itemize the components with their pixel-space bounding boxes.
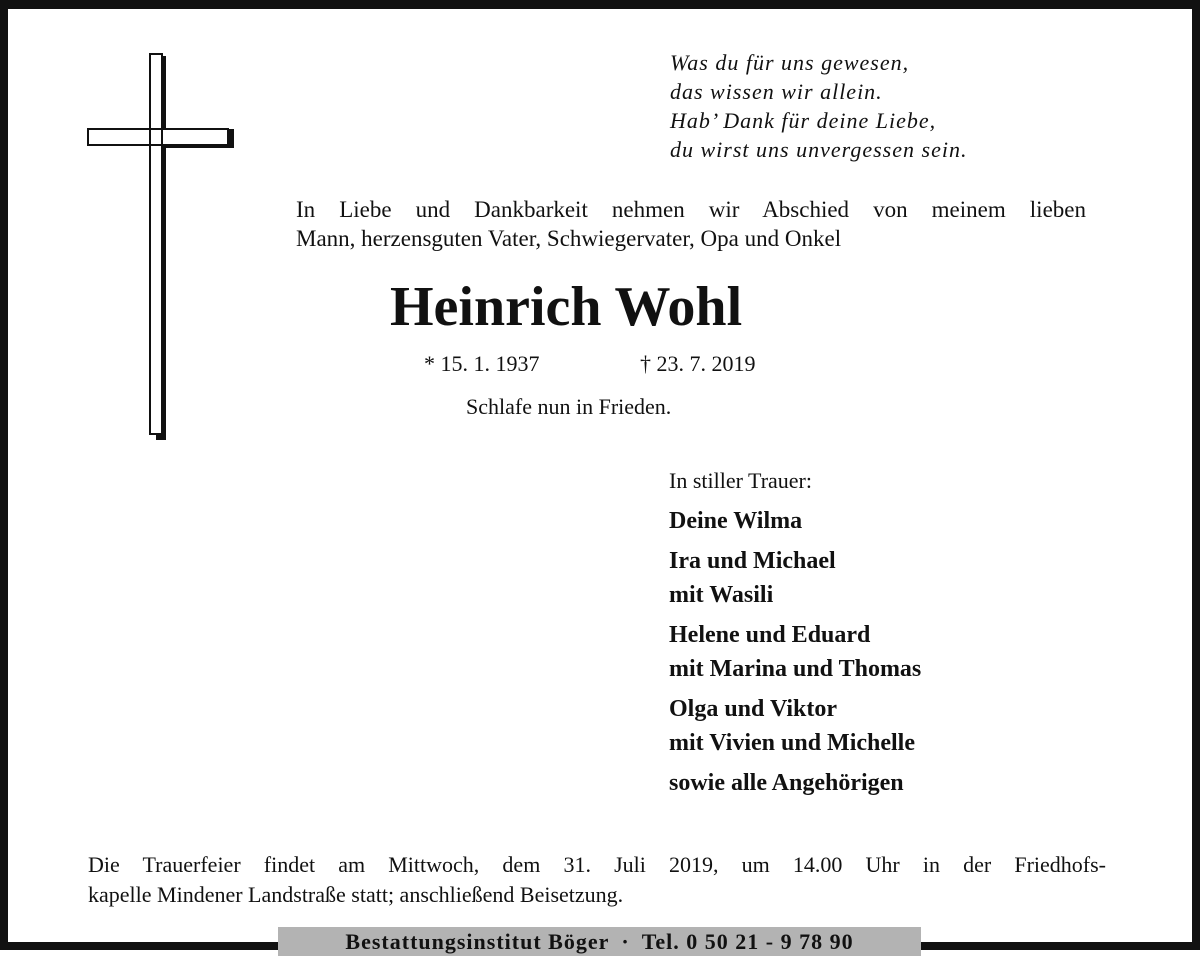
mourner-line: Helene und Eduard <box>669 622 871 648</box>
mourner-line: mit Wasili <box>669 582 774 608</box>
mourner-line: Olga und Viktor <box>669 696 838 722</box>
mourner-line: sowie alle Angehörigen <box>669 770 904 796</box>
mourner-group <box>669 544 1149 612</box>
cross-icon <box>86 52 238 442</box>
poem-line: Hab’ Dank für deine Liebe, <box>670 108 937 133</box>
intro-line-1: In Liebe und Dankbarkeit nehmen wir Abschied von meinem lieben <box>296 197 1086 222</box>
mourner-group <box>669 692 1149 760</box>
mourner-group <box>669 618 1149 686</box>
death-date: † 23. 7. 2019 <box>640 351 756 376</box>
deceased-name: Heinrich Wohl <box>390 276 743 338</box>
poem <box>670 48 1110 164</box>
rest-in-peace-text: Schlafe nun in Frieden. <box>466 394 672 419</box>
mourner-line: Ira und Michael <box>669 548 836 574</box>
poem-line: Was du für uns gewesen, <box>670 50 910 75</box>
mourner-line: mit Marina und Thomas <box>669 656 922 682</box>
funeral-home-name: Bestattungsinstitut Böger <box>345 929 610 954</box>
mourner-line: mit Vivien und Michelle <box>669 730 915 756</box>
mourners-list <box>669 504 1149 806</box>
mourners-heading: In stiller Trauer: <box>669 468 812 493</box>
funeral-home-phone: Tel. 0 50 21 - 9 78 90 <box>641 929 854 954</box>
service-line-1: Die Trauerfeier findet am Mittwoch, dem 31. Juli 2019, um 14.00 Uhr in der Friedhofs- <box>88 852 1106 877</box>
mourner-line: Deine Wilma <box>669 508 803 534</box>
service-line-2: kapelle Mindener Landstraße statt; anschließend Beisetzung. <box>88 882 624 907</box>
intro-line-2: Mann, herzensguten Vater, Schwiegervater, Opa und Onkel <box>296 226 842 251</box>
birth-date: * 15. 1. 1937 <box>424 351 540 376</box>
footer-separator: · <box>621 929 630 954</box>
funeral-home-banner <box>278 927 921 956</box>
funeral-service-text <box>88 850 1108 910</box>
intro-text <box>296 195 1086 253</box>
poem-line: du wirst uns unvergessen sein. <box>670 137 968 162</box>
poem-line: das wissen wir allein. <box>670 79 883 104</box>
mourner-group <box>669 504 1149 538</box>
mourner-group <box>669 766 1149 800</box>
